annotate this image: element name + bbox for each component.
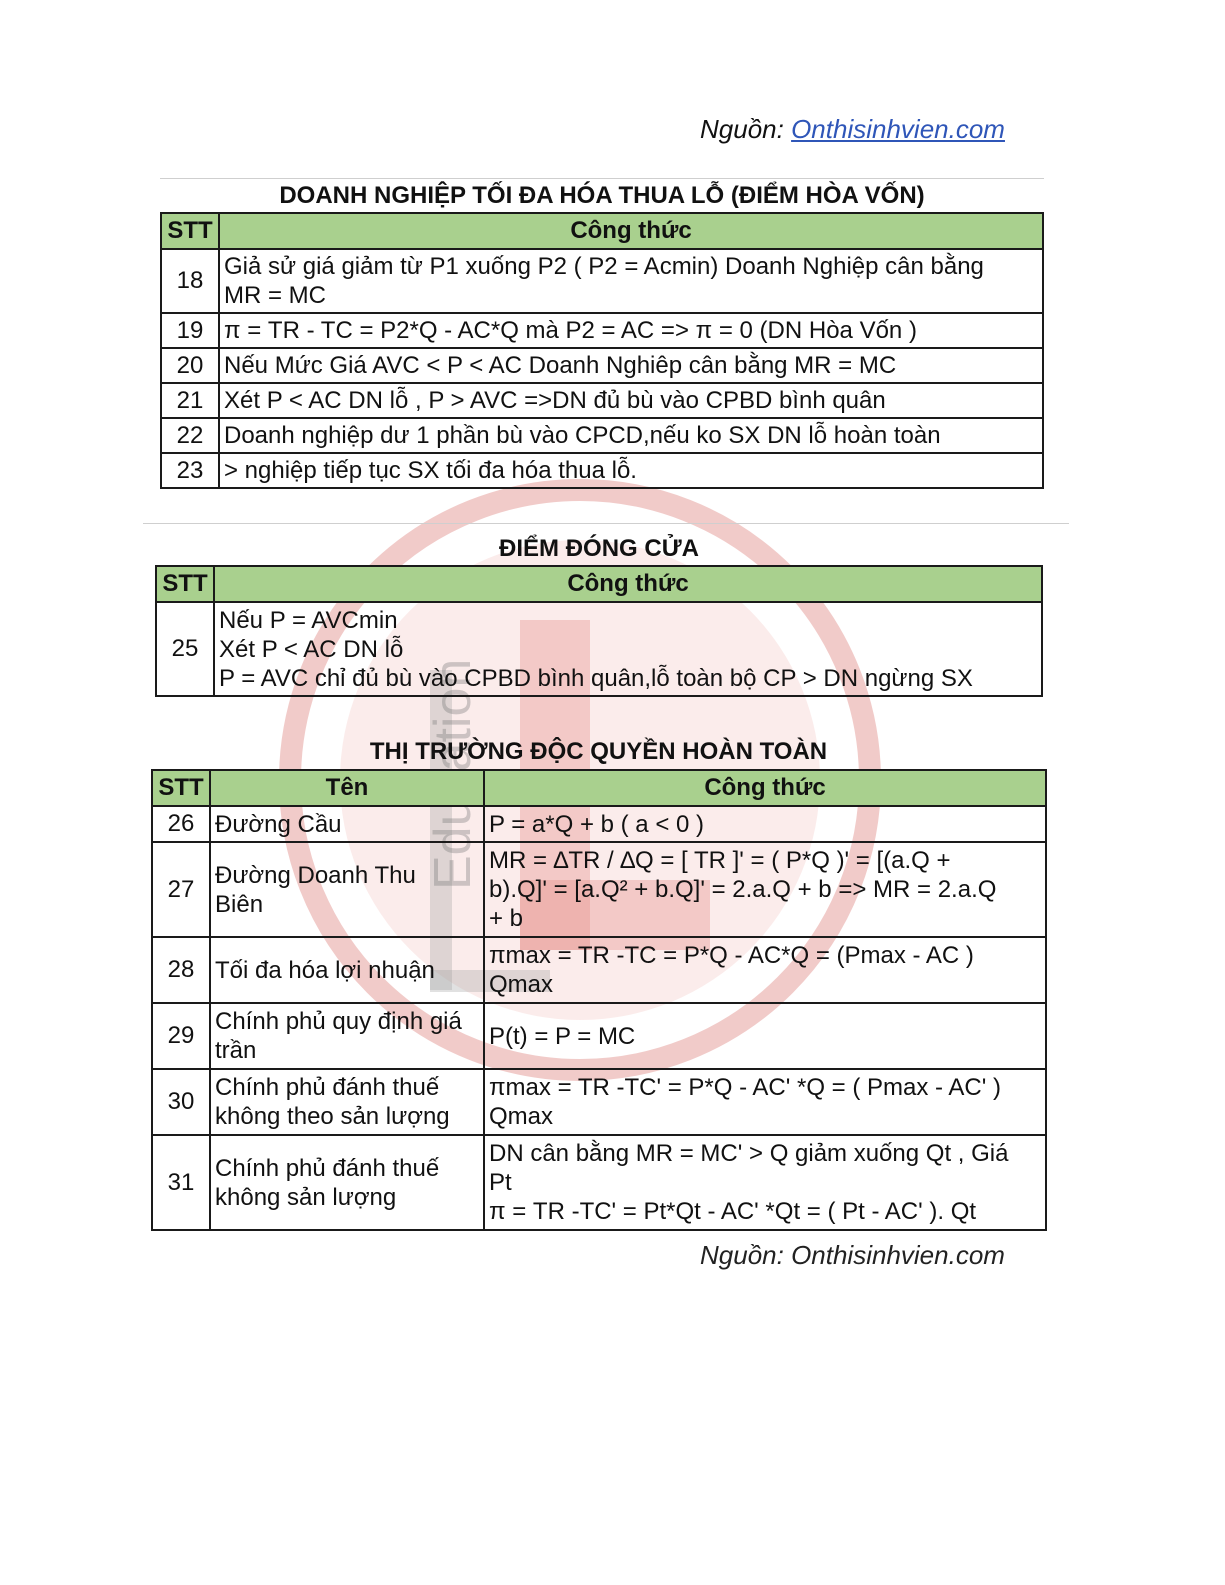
stt-cell: 27 <box>152 842 210 937</box>
stt-cell: 21 <box>161 383 219 418</box>
cell-line: trần <box>215 1037 257 1064</box>
cell-line: P = a*Q + b ( a < 0 ) <box>489 810 705 838</box>
cell-line: πmax = TR -TC = P*Q - AC*Q = (Pmax - AC ) <box>489 942 974 969</box>
cell-line: Xét P < AC DN lỗ <box>219 635 404 663</box>
cell-line: Biên <box>215 890 264 918</box>
name-cell <box>210 937 484 1003</box>
stt-cell: 30 <box>152 1069 210 1135</box>
section1-table <box>160 212 1044 489</box>
stt-cell: 22 <box>161 418 219 453</box>
table-row <box>152 1135 1046 1230</box>
source-prefix: Nguồn: <box>700 114 792 144</box>
table-row <box>152 842 1046 937</box>
cell-line: Qmax <box>489 971 554 998</box>
formula-cell <box>484 842 1046 937</box>
stt-cell: 25 <box>156 602 214 696</box>
header-stt: STT <box>161 213 219 249</box>
formula-cell <box>484 937 1046 1003</box>
cell-line: b).Q]' = [a.Q² + b.Q]' = 2.a.Q + b => MR = 2.a.Q <box>489 876 997 903</box>
cell-line: Xét P < AC DN lỗ , P > AVC =>DN đủ bù vào CPBD bình quân <box>224 387 886 414</box>
table-row <box>156 602 1042 696</box>
table-header-row <box>156 566 1042 602</box>
stt-cell: 23 <box>161 453 219 488</box>
cell-line: Tối đa hóa lợi nhuận <box>215 956 435 984</box>
cell-line: Chính phủ quy định giá <box>215 1008 462 1035</box>
table-row <box>161 313 1043 348</box>
cell-line: + b <box>489 905 524 932</box>
cell-line: Pt <box>489 1169 512 1196</box>
formula-cell <box>484 1003 1046 1069</box>
header-formula: Công thức <box>484 770 1046 806</box>
cell-line: π = TR - TC = P2*Q - AC*Q mà P2 = AC => π = 0 (DN Hòa Vốn ) <box>224 317 917 344</box>
cell-line: Đường Cầu <box>215 810 342 838</box>
source-link[interactable]: Onthisinhvien.com <box>791 114 1005 144</box>
source-header <box>700 114 1030 152</box>
table-header-row <box>161 213 1043 249</box>
stt-cell: 26 <box>152 806 210 842</box>
table-row <box>152 937 1046 1003</box>
stt-cell: 20 <box>161 348 219 383</box>
cell-line: DN cân bằng MR = MC' > Q giảm xuống Qt , Giá <box>489 1140 1009 1167</box>
table-row <box>152 1003 1046 1069</box>
formula-cell <box>484 1069 1046 1135</box>
header-formula: Công thức <box>214 566 1042 602</box>
divider <box>143 523 1069 524</box>
cell-line: Giả sử giá giảm từ P1 xuống P2 ( P2 = Acmin) Doanh Nghiệp cân bằng <box>224 253 984 280</box>
cell-line: không theo sản lượng <box>215 1103 450 1130</box>
formula-cell <box>219 418 1043 453</box>
stt-cell: 29 <box>152 1003 210 1069</box>
formula-cell <box>219 313 1043 348</box>
formula-cell <box>484 1135 1046 1230</box>
section3-table <box>151 769 1047 1231</box>
header-stt: STT <box>156 566 214 602</box>
formula-cell <box>219 453 1043 488</box>
header-name: Tên <box>210 770 484 806</box>
source-footer-text: Nguồn: Onthisinhvien.com <box>700 1240 1005 1270</box>
source-footer <box>700 1240 1020 1270</box>
header-stt: STT <box>152 770 210 806</box>
table-row <box>152 806 1046 842</box>
table-row <box>161 418 1043 453</box>
section2-table <box>155 565 1043 697</box>
section1-title: DOANH NGHIỆP TỐI ĐA HÓA THUA LỖ (ĐIỂM HÒA VỐN) <box>279 182 925 209</box>
name-cell <box>210 1069 484 1135</box>
cell-line: Nếu P = AVCmin <box>219 606 398 634</box>
stt-cell: 28 <box>152 937 210 1003</box>
table-header-row <box>152 770 1046 806</box>
table-row <box>161 249 1043 313</box>
formula-cell <box>484 806 1046 842</box>
table-row <box>161 453 1043 488</box>
cell-line: không sản lượng <box>215 1183 397 1211</box>
name-cell <box>210 842 484 937</box>
stt-cell: 18 <box>161 249 219 313</box>
name-cell <box>210 1003 484 1069</box>
formula-cell <box>219 383 1043 418</box>
table-row <box>152 1069 1046 1135</box>
cell-line: πmax = TR -TC' = P*Q - AC' *Q = ( Pmax - AC' ) <box>489 1074 1001 1101</box>
stt-cell: 19 <box>161 313 219 348</box>
cell-line: Nếu Mức Giá AVC < P < AC Doanh Nghiêp cân bằng MR = MC <box>224 352 897 379</box>
table-row <box>161 348 1043 383</box>
cell-line: π = TR -TC' = Pt*Qt - AC' *Qt = ( Pt - AC' ). Qt <box>489 1198 977 1225</box>
section3-title: THỊ TRƯỜNG ĐỘC QUYỀN HOÀN TOÀN <box>369 738 828 765</box>
divider <box>160 178 1044 179</box>
cell-line: MR = ∆TR / ∆Q = [ TR ]' = ( P*Q )' = [(a.Q + <box>489 847 951 874</box>
cell-line: P(t) = P = MC <box>489 1022 636 1050</box>
formula-cell <box>214 602 1042 696</box>
name-cell <box>210 1135 484 1230</box>
cell-line: MR = MC <box>224 282 326 309</box>
section2-title: ĐIỂM ĐÓNG CỬA <box>499 535 699 562</box>
cell-line: > nghiệp tiếp tục SX tối đa hóa thua lỗ. <box>224 457 637 484</box>
stt-cell: 31 <box>152 1135 210 1230</box>
formula-cell <box>219 249 1043 313</box>
cell-line: Chính phủ đánh thuế <box>215 1074 440 1101</box>
cell-line: Qmax <box>489 1103 554 1130</box>
name-cell <box>210 806 484 842</box>
header-formula: Công thức <box>219 213 1043 249</box>
table-row <box>161 383 1043 418</box>
cell-line: Doanh nghiệp dư 1 phần bù vào CPCD,nếu ko SX DN lỗ hoàn toàn <box>224 422 941 449</box>
formula-cell <box>219 348 1043 383</box>
cell-line: Đường Doanh Thu <box>215 861 416 889</box>
cell-line: P = AVC chỉ đủ bù vào CPBD bình quân,lỗ toàn bộ CP > DN ngừng SX <box>219 664 973 692</box>
cell-line: Chính phủ đánh thuế <box>215 1154 440 1182</box>
